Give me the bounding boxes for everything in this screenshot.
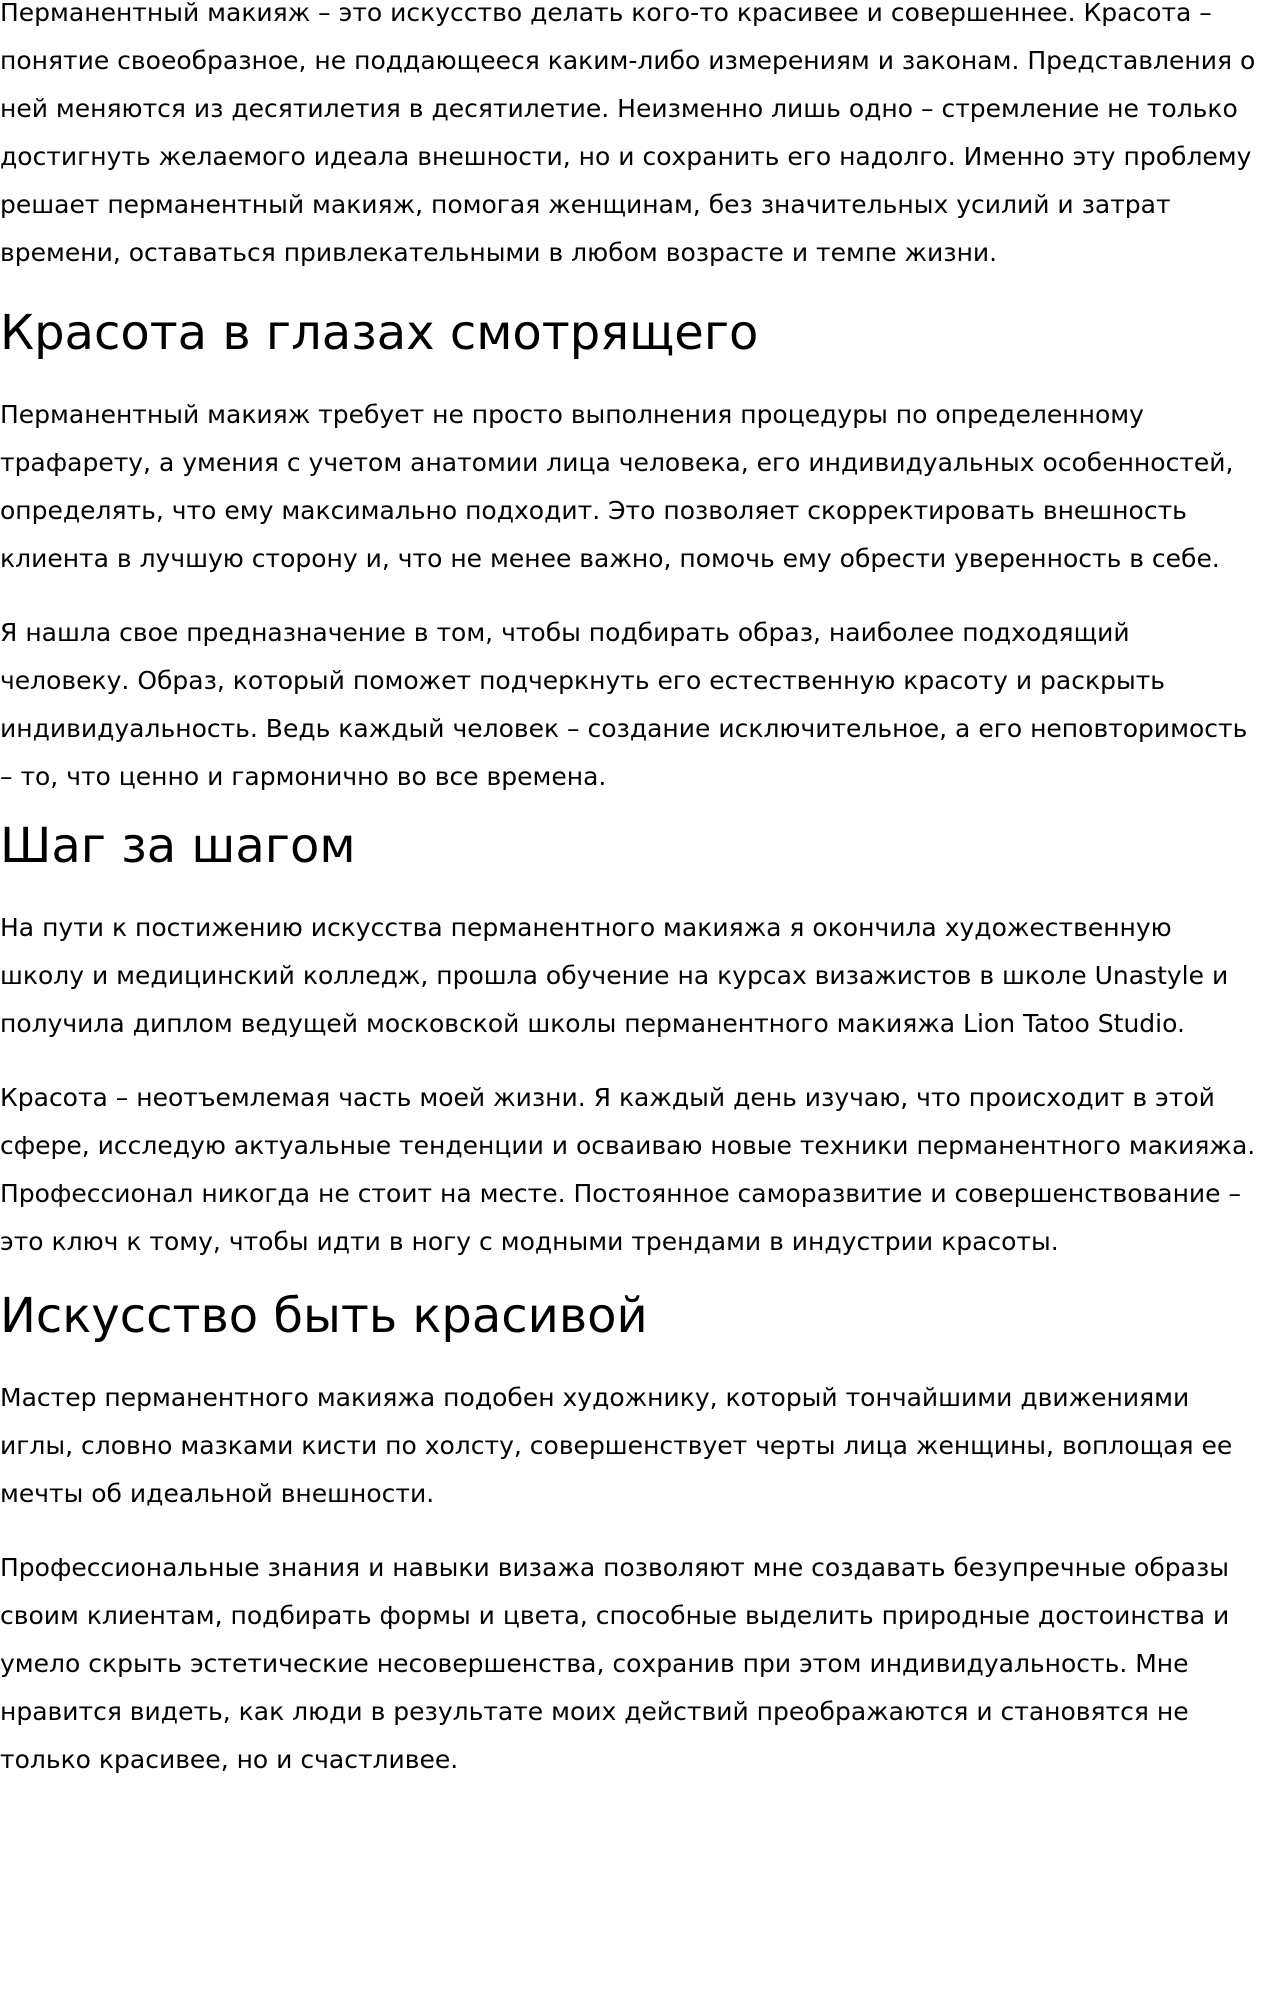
section-heading-beauty-in-the-eye: Красота в глазах смотрящего [0, 305, 759, 361]
section-3-paragraph-2: Профессиональные знания и навыки визажа позволяют мне создавать безупречные образы своим клиентам, подбирать формы и цвета, способные выделить природные достоинства и умело скрыть эстетические несовершенства, сохранив при этом индивидуальность. Мне нравится видеть, как люди в результате моих действий преображаются и становятся не только красивее, но и счастливее. [0, 1553, 1230, 1774]
section-1-paragraph-1: Перманентный макияж требует не просто выполнения процедуры по определенному трафарету, а умения с учетом анатомии лица человека, его индивидуальных особенностей, определять, что ему максимально подходит. Это позволяет скорректировать внешность клиента в лучшую сторону и, что не менее важно, помочь ему обрести уверенность в себе. [0, 400, 1234, 573]
section-3-paragraph-1: Мастер перманентного макияжа подобен художнику, который тончайшими движениями иглы, словно мазками кисти по холсту, совершенствует черты лица женщины, воплощая ее мечты об идеальной внешности. [0, 1383, 1233, 1508]
section-heading-art-of-beauty: Искусство быть красивой [0, 1288, 648, 1344]
section-2-paragraph-1: На пути к постижению искусства перманентного макияжа я окончила художественную школу и медицинский колледж, прошла обучение на курсах визажистов в школе Unastyle и получила диплом ведущей московской школы перманентного макияжа Lion Tatoo Studio. [0, 913, 1229, 1038]
section-heading-step-by-step: Шаг за шагом [0, 818, 356, 874]
section-1-paragraph-2: Я нашла свое предназначение в том, чтобы подбирать образ, наиболее подходящий человеку. Образ, который поможет подчеркнуть его естественную красоту и раскрыть индивидуальность. Ведь каждый человек – создание исключительное, а его неповторимость – то, что ценно и гармонично во все времена. [0, 618, 1248, 791]
intro-paragraph: Перманентный макияж – это искусство делать кого-то красивее и совершеннее. Красота – понятие своеобразное, не поддающееся каким-либо измерениям и законам. Представления о ней меняются из десятилетия в десятилетие. Неизменно лишь одно – стремление не только достигнуть желаемого идеала внешности, но и сохранить его надолго. Именно эту проблему решает перманентный макияж, помогая женщинам, без значительных усилий и затрат времени, оставаться привлекательными в любом возрасте и темпе жизни. [0, 0, 1256, 267]
section-2-paragraph-2: Красота – неотъемлемая часть моей жизни. Я каждый день изучаю, что происходит в этой сфере, исследую актуальные тенденции и осваиваю новые техники перманентного макияжа. Профессионал никогда не стоит на месте. Постоянное саморазвитие и совершенствование – это ключ к тому, чтобы идти в ногу с модными трендами в индустрии красоты. [0, 1083, 1256, 1256]
